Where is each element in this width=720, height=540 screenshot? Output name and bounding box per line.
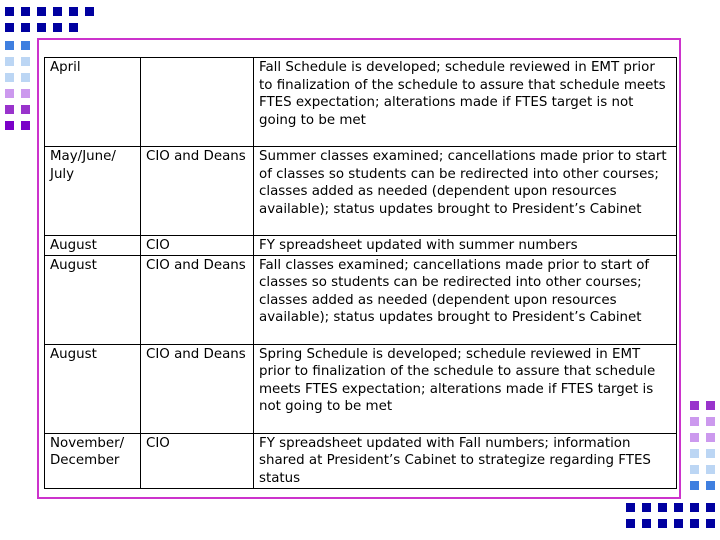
decorative-square <box>5 23 14 32</box>
decorative-square <box>706 503 715 512</box>
decorative-square <box>53 7 62 16</box>
decorative-square <box>21 7 30 16</box>
decorative-square <box>690 401 699 410</box>
decorative-square <box>690 449 699 458</box>
decorative-square <box>674 503 683 512</box>
table-row <box>45 236 677 256</box>
decorative-square <box>690 503 699 512</box>
decorative-square <box>5 105 14 114</box>
decorative-square <box>642 503 651 512</box>
table-row <box>45 58 677 147</box>
who-cell: CIO <box>141 236 254 256</box>
action-cell: Spring Schedule is developed; schedule reviewed in EMT prior to finalization of the schedule to assure that schedule meets FTES expectation; alterations made if FTES target is not going to be met <box>254 344 677 433</box>
decorative-square <box>5 121 14 130</box>
when-cell: August <box>45 236 141 256</box>
decorative-square <box>690 465 699 474</box>
who-cell: CIO <box>141 433 254 488</box>
decorative-square <box>706 465 715 474</box>
decorative-square <box>5 73 14 82</box>
action-cell: FY spreadsheet updated with Fall numbers; information shared at President’s Cabinet to strategize regarding FTES status <box>254 433 677 488</box>
decorative-square <box>706 417 715 426</box>
who-cell: CIO and Deans <box>141 344 254 433</box>
when-cell: May/June/ July <box>45 147 141 236</box>
action-cell: Summer classes examined; cancellations made prior to start of classes so students can be redirected into other courses; classes added as needed (dependent upon resources available); status updates brought to President’s Cabinet <box>254 147 677 236</box>
decorative-square <box>626 503 635 512</box>
decorative-square <box>21 105 30 114</box>
decorative-square <box>5 57 14 66</box>
table-row <box>45 147 677 236</box>
decorative-square <box>658 503 667 512</box>
decorative-square <box>21 89 30 98</box>
decorative-square <box>642 519 651 528</box>
when-cell: August <box>45 255 141 344</box>
who-cell <box>141 58 254 147</box>
decorative-square <box>85 7 94 16</box>
decorative-square <box>5 41 14 50</box>
decorative-square <box>690 417 699 426</box>
table-row <box>45 255 677 344</box>
decorative-square <box>37 23 46 32</box>
decorative-square <box>690 433 699 442</box>
decorative-square <box>53 23 62 32</box>
decorative-square <box>674 519 683 528</box>
decorative-square <box>706 401 715 410</box>
action-cell: FY spreadsheet updated with summer numbers <box>254 236 677 256</box>
who-cell: CIO and Deans <box>141 147 254 236</box>
decorative-square <box>69 23 78 32</box>
who-cell: CIO and Deans <box>141 255 254 344</box>
schedule-table <box>44 57 677 489</box>
table-row <box>45 344 677 433</box>
decorative-square <box>706 433 715 442</box>
decorative-square <box>5 7 14 16</box>
decorative-square <box>21 73 30 82</box>
decorative-square <box>690 519 699 528</box>
decorative-square <box>69 7 78 16</box>
decorative-square <box>21 121 30 130</box>
decorative-square <box>5 89 14 98</box>
decorative-square <box>21 23 30 32</box>
decorative-square <box>21 41 30 50</box>
decorative-square <box>706 449 715 458</box>
decorative-square <box>706 519 715 528</box>
decorative-square <box>37 7 46 16</box>
when-cell: November/ December <box>45 433 141 488</box>
action-cell: Fall classes examined; cancellations made prior to start of classes so students can be redirected into other courses; classes added as needed (dependent upon resources available); status updates brought to President’s Cabinet <box>254 255 677 344</box>
decorative-square <box>21 57 30 66</box>
decorative-square <box>706 481 715 490</box>
when-cell: August <box>45 344 141 433</box>
table-row <box>45 433 677 488</box>
decorative-square <box>626 519 635 528</box>
when-cell: April <box>45 58 141 147</box>
decorative-square <box>690 481 699 490</box>
action-cell: Fall Schedule is developed; schedule reviewed in EMT prior to finalization of the schedule to assure that schedule meets FTES expectation; alterations made if FTES target is not going to be met <box>254 58 677 147</box>
decorative-square <box>658 519 667 528</box>
